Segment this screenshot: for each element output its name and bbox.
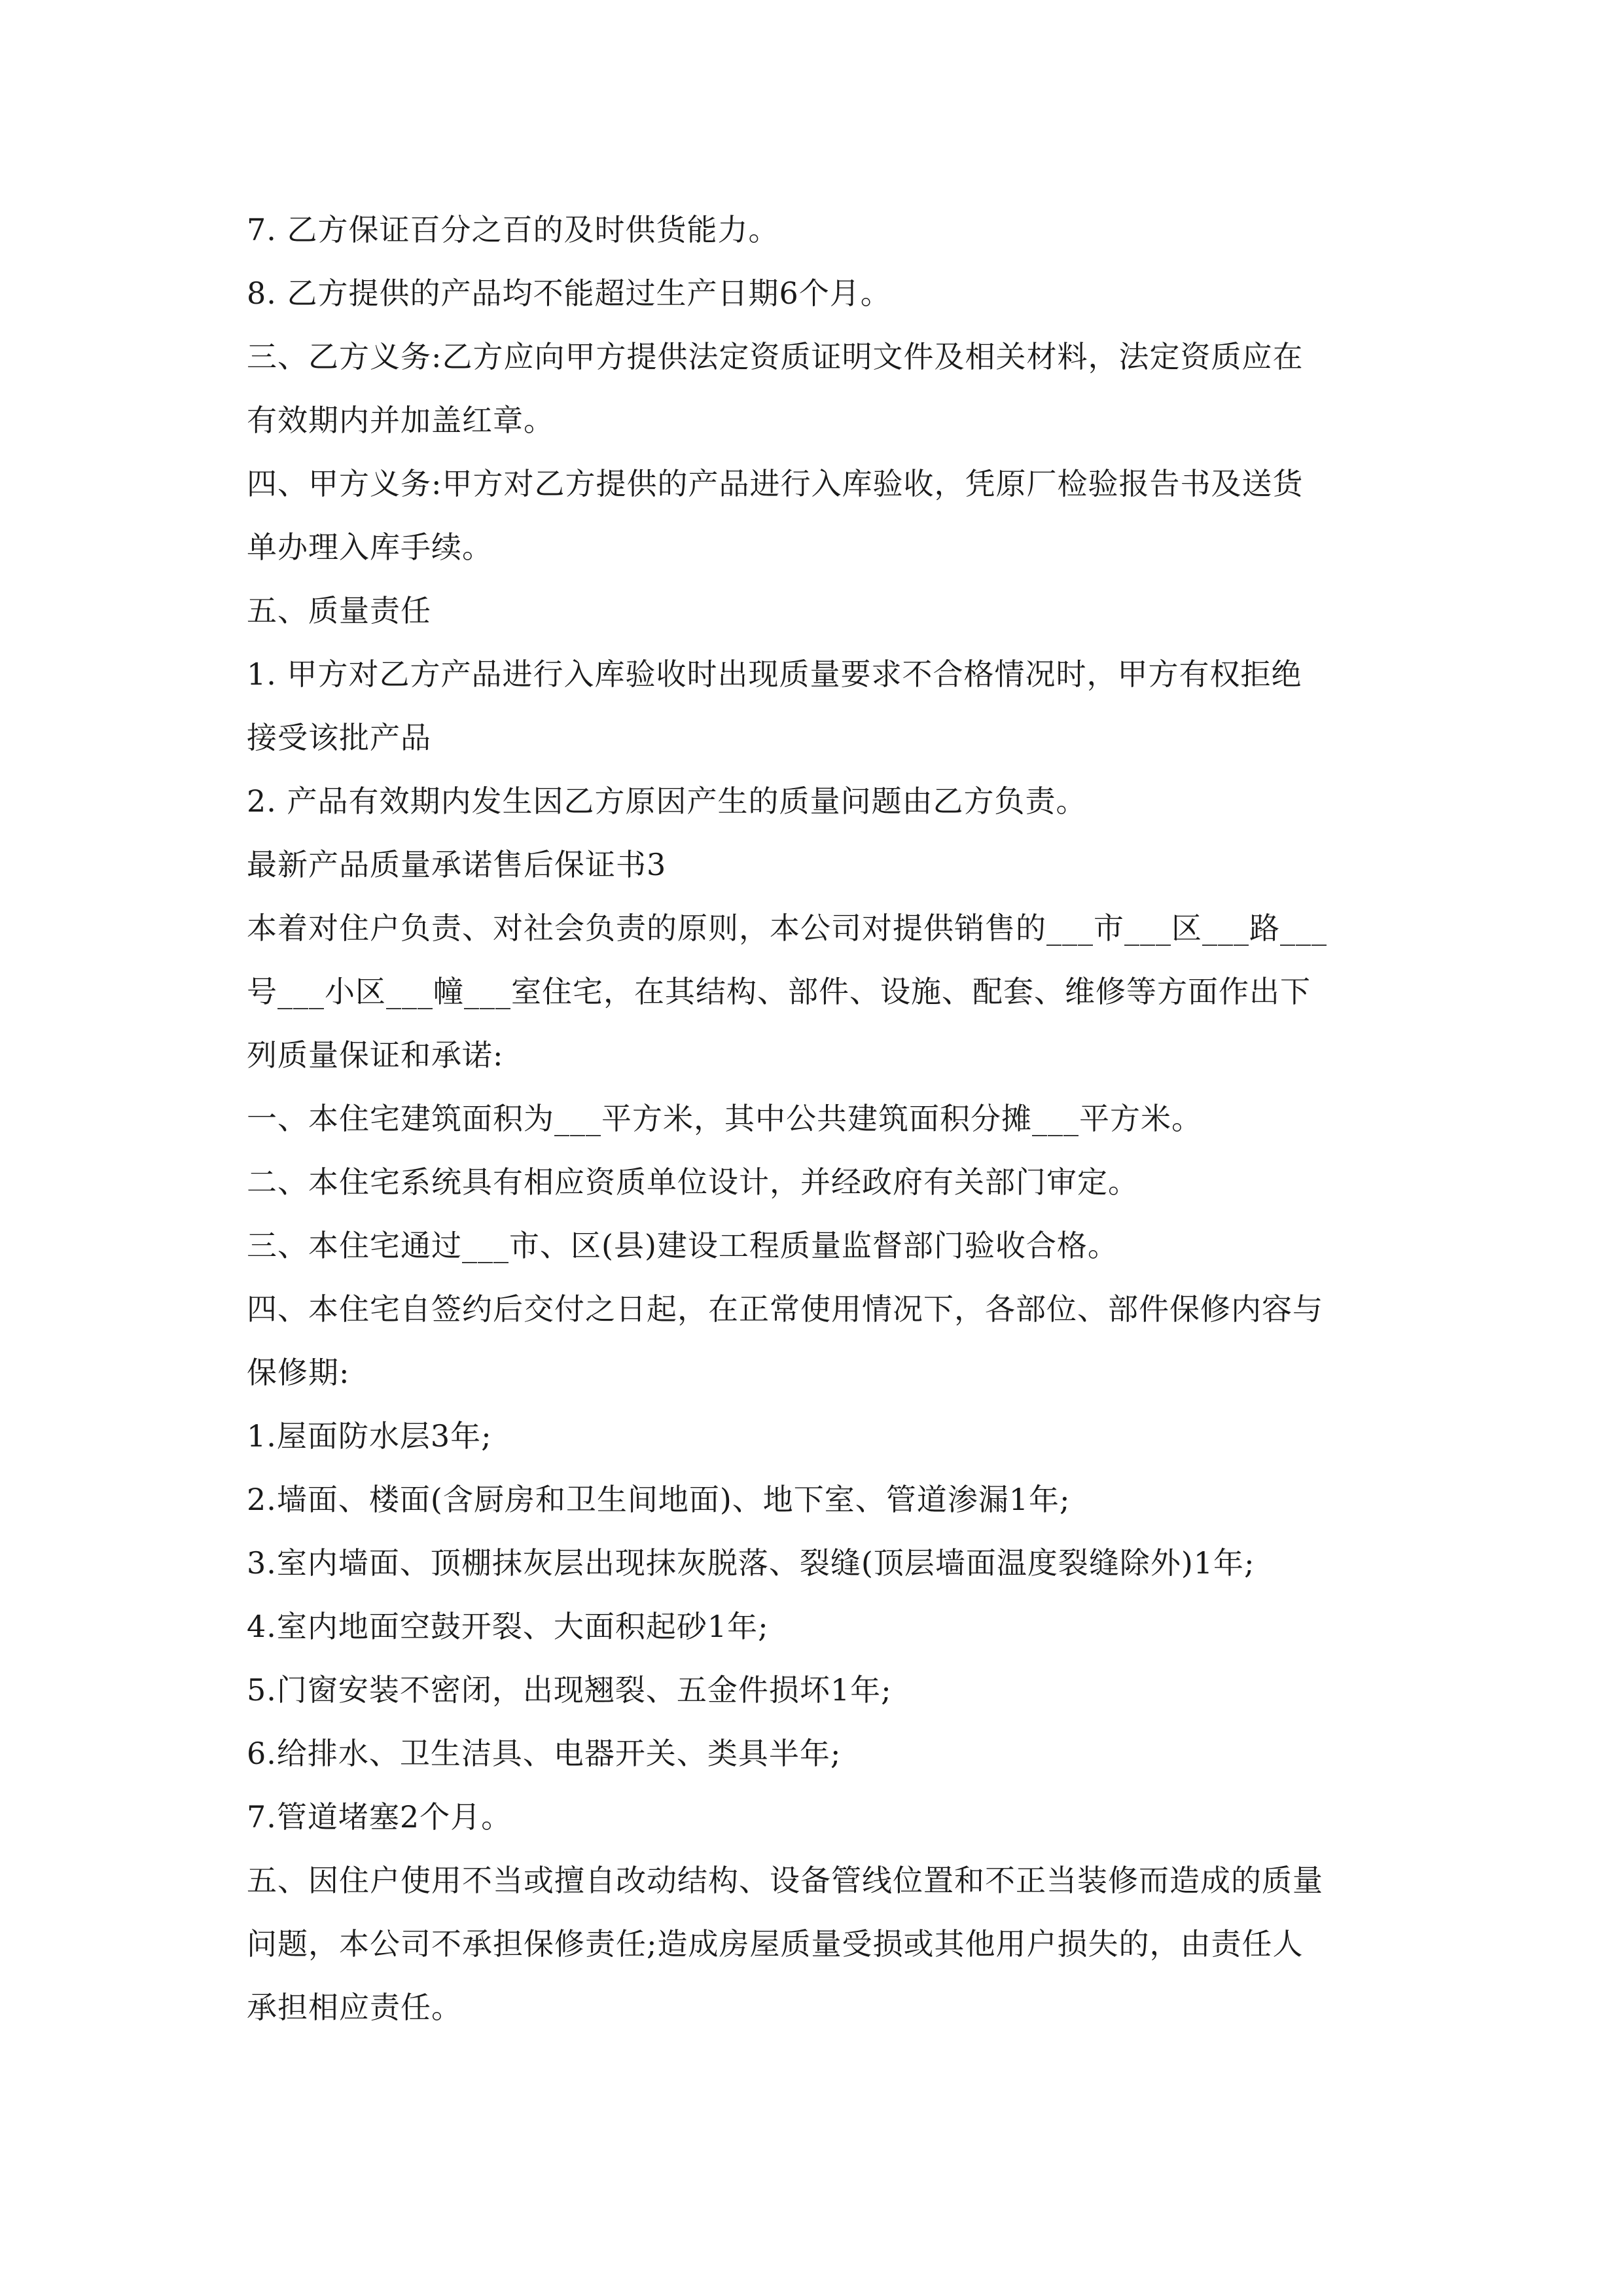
- list-item: 1.屋面防水层3年;: [247, 1418, 492, 1454]
- text-line: 保修期:: [247, 1355, 350, 1390]
- list-item: 4.室内地面空鼓开裂、大面积起砂1年;: [247, 1609, 769, 1644]
- text-line: 二、本住宅系统具有相应资质单位设计，并经政府有关部门审定。: [247, 1164, 1139, 1200]
- text-line: 四、甲方义务:甲方对乙方提供的产品进行入库验收，凭原厂检验报告书及送货: [247, 466, 1304, 501]
- list-item: 2.墙面、楼面(含厨房和卫生间地面)、地下室、管道渗漏1年;: [247, 1482, 1071, 1517]
- text-line: 承担相应责任。: [247, 1990, 462, 2025]
- list-item: 5.门窗安装不密闭，出现翘裂、五金件损坏1年;: [247, 1672, 892, 1708]
- text-line: 一、本住宅建筑面积为___平方米，其中公共建筑面积分摊___平方米。: [247, 1101, 1202, 1136]
- text-line: 列质量保证和承诺:: [247, 1037, 504, 1073]
- text-line: 本着对住户负责、对社会负责的原则，本公司对提供销售的___市___区___路___: [247, 910, 1327, 946]
- list-item: 3.室内墙面、顶棚抹灰层出现抹灰脱落、裂缝(顶层墙面温度裂缝除外)1年;: [247, 1545, 1255, 1581]
- text-line: 7. 乙方保证百分之百的及时供货能力。: [247, 212, 779, 247]
- section-heading: 五、质量责任: [247, 593, 431, 628]
- text-line: 号___小区___幢___室住宅，在其结构、部件、设施、配套、维修等方面作出下: [247, 974, 1311, 1009]
- text-line: 四、本住宅自签约后交付之日起，在正常使用情况下，各部位、部件保修内容与: [247, 1291, 1323, 1327]
- text-line: 问题，本公司不承担保修责任;造成房屋质量受损或其他用户损失的，由责任人: [247, 1926, 1304, 1962]
- text-line: 2. 产品有效期内发生因乙方原因产生的质量问题由乙方负责。: [247, 783, 1087, 819]
- text-line: 接受该批产品: [247, 720, 431, 755]
- text-line: 1. 甲方对乙方产品进行入库验收时出现质量要求不合格情况时，甲方有权拒绝: [247, 656, 1302, 692]
- text-line: 有效期内并加盖红章。: [247, 403, 554, 438]
- text-line: 五、因住户使用不当或擅自改动结构、设备管线位置和不正当装修而造成的质量: [247, 1863, 1323, 1898]
- list-item: 6.给排水、卫生洁具、电器开关、类具半年;: [247, 1736, 842, 1771]
- document-title: 最新产品质量承诺售后保证书3: [247, 847, 667, 882]
- list-item: 7.管道堵塞2个月。: [247, 1799, 512, 1835]
- text-line: 三、本住宅通过___市、区(县)建设工程质量监督部门验收合格。: [247, 1228, 1118, 1263]
- text-line: 单办理入库手续。: [247, 529, 493, 565]
- text-line: 三、乙方义务:乙方应向甲方提供法定资质证明文件及相关材料，法定资质应在: [247, 339, 1304, 374]
- text-line: 8. 乙方提供的产品均不能超过生产日期6个月。: [247, 276, 891, 311]
